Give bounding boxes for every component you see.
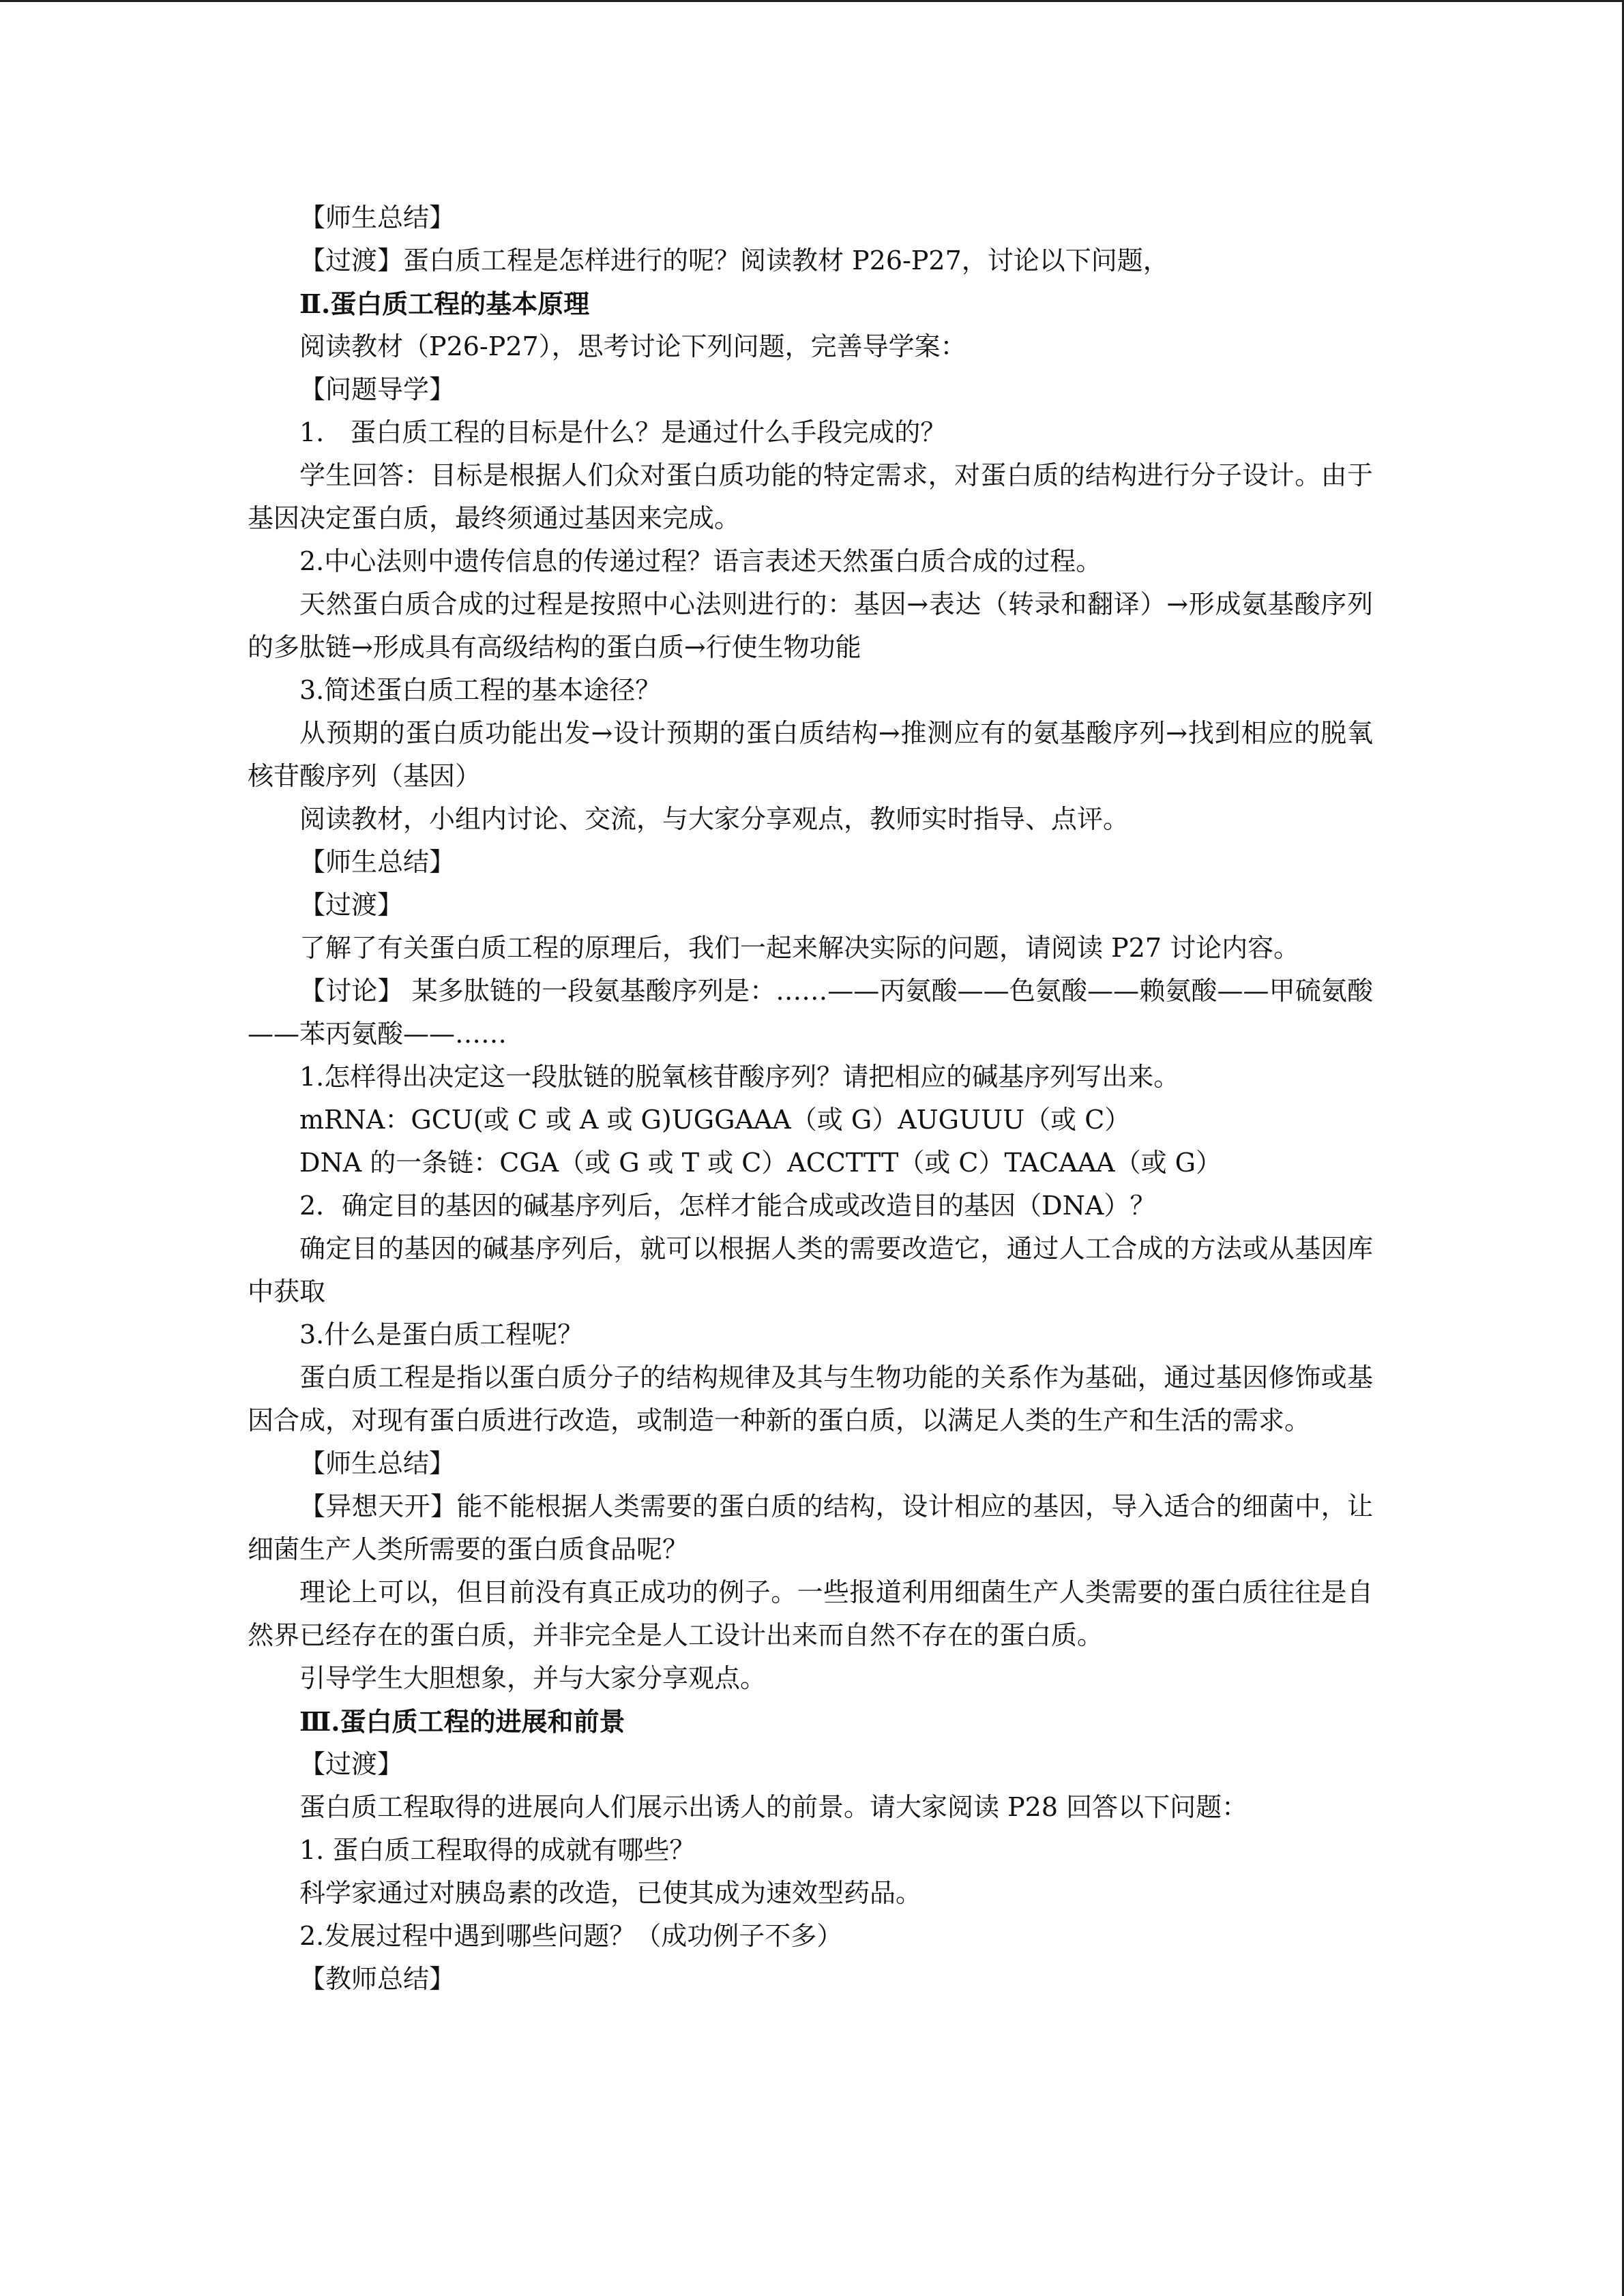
- progress-intro: 蛋白质工程取得的进展向人们展示出诱人的前景。请大家阅读 P28 回答以下问题：: [299, 1792, 1248, 1822]
- section-tag-summary: 【师生总结】: [299, 203, 456, 233]
- section-tag-teacher-summary: 【教师总结】: [299, 1964, 456, 1994]
- discussion-question-2: 2．确定目的基因的碱基序列后，怎样才能合成或改造目的基因（DNA）？: [299, 1191, 1156, 1221]
- answer-2: 天然蛋白质合成的过程是按照中心法则进行的：基因→表达（转录和翻译）→形成氨基酸序列的多肽链→形成具有高级结构的蛋白质→行使生物功能: [248, 589, 1373, 662]
- protein-engineering-definition: 蛋白质工程是指以蛋白质分子的结构规律及其与生物功能的关系作为基础，通过基因修饰或基因合成，对现有蛋白质进行改造，或制造一种新的蛋白质，以满足人类的生产和生活的需求。: [248, 1362, 1373, 1435]
- dna-sequence: DNA 的一条链：CGA（或 G 或 T 或 C）ACCTTT（或 C）TACAAA（或 G）: [299, 1148, 1222, 1178]
- page-top-border: [0, 0, 1624, 2]
- transition-paragraph: 了解了有关蛋白质工程的原理后，我们一起来解决实际的问题，请阅读 P27 讨论内容。: [299, 933, 1300, 963]
- progress-answer-1: 科学家通过对胰岛素的改造，已使其成为速效型药品。: [299, 1878, 922, 1908]
- answer-3: 从预期的蛋白质功能出发→设计预期的蛋白质结构→推测应有的氨基酸序列→找到相应的脱氧核苷酸序列（基因）: [248, 718, 1373, 791]
- reading-instruction: 阅读教材（P26-P27），思考讨论下列问题，完善导学案：: [299, 331, 966, 361]
- activity-note: 阅读教材，小组内讨论、交流，与大家分享观点，教师实时指导、点评。: [299, 804, 1130, 834]
- answer-1: 学生回答：目标是根据人们众对蛋白质功能的特定需求，对蛋白质的结构进行分子设计。由于基因决定蛋白质，最终须通过基因来完成。: [248, 460, 1373, 533]
- section-tag-transition: 【过渡】: [299, 890, 404, 920]
- question-2: 2.中心法则中遗传信息的传递过程？语言表述天然蛋白质合成的过程。: [299, 546, 1102, 576]
- discussion-paragraph: 【讨论】 某多肽链的一段氨基酸序列是：……——丙氨酸——色氨酸——赖氨酸——甲硫氨酸——苯丙氨酸——……: [248, 976, 1373, 1049]
- section-tag-guided-questions: 【问题导学】: [299, 374, 456, 404]
- section-tag-transition: 【过渡】: [299, 1749, 404, 1779]
- discussion-question-1: 1.怎样得出决定这一段肽链的脱氧核苷酸序列？请把相应的碱基序列写出来。: [299, 1062, 1180, 1092]
- discussion-question-3: 3.什么是蛋白质工程呢？: [299, 1320, 584, 1350]
- discussion-answer-2: 确定目的基因的碱基序列后，就可以根据人类的需要改造它，通过人工合成的方法或从基因库中获取: [248, 1234, 1373, 1307]
- question-3: 3.简述蛋白质工程的基本途径？: [299, 675, 662, 705]
- transition-text: 【过渡】蛋白质工程是怎样进行的呢？阅读教材 P26-P27，讨论以下问题，: [299, 245, 1169, 275]
- section-heading-principles: Ⅱ.蛋白质工程的基本原理: [299, 288, 590, 319]
- section-tag-summary: 【师生总结】: [299, 1448, 456, 1478]
- imagination-question: 【异想天开】能不能根据人类需要的蛋白质的结构，设计相应的基因，导入适合的细菌中，让细菌生产人类所需要的蛋白质食品呢？: [248, 1491, 1373, 1564]
- guidance-note: 引导学生大胆想象，并与大家分享观点。: [299, 1663, 767, 1693]
- document-body: [248, 196, 1373, 2001]
- imagination-answer: 理论上可以，但目前没有真正成功的例子。一些报道利用细菌生产人类需要的蛋白质往往是自然界已经存在的蛋白质，并非完全是人工设计出来而自然不存在的蛋白质。: [248, 1577, 1373, 1650]
- progress-question-1: 1. 蛋白质工程取得的成就有哪些？: [299, 1835, 696, 1865]
- section-heading-progress: Ⅲ.蛋白质工程的进展和前景: [299, 1706, 625, 1737]
- section-tag-summary: 【师生总结】: [299, 847, 456, 877]
- mrna-sequence: mRNA：GCU(或 C 或 A 或 G)UGGAAA（或 G）AUGUUU（或 C）: [299, 1105, 1131, 1135]
- progress-question-2: 2.发展过程中遇到哪些问题？（成功例子不多）: [299, 1921, 843, 1951]
- question-1: 1. 蛋白质工程的目标是什么？是通过什么手段完成的？: [299, 417, 947, 447]
